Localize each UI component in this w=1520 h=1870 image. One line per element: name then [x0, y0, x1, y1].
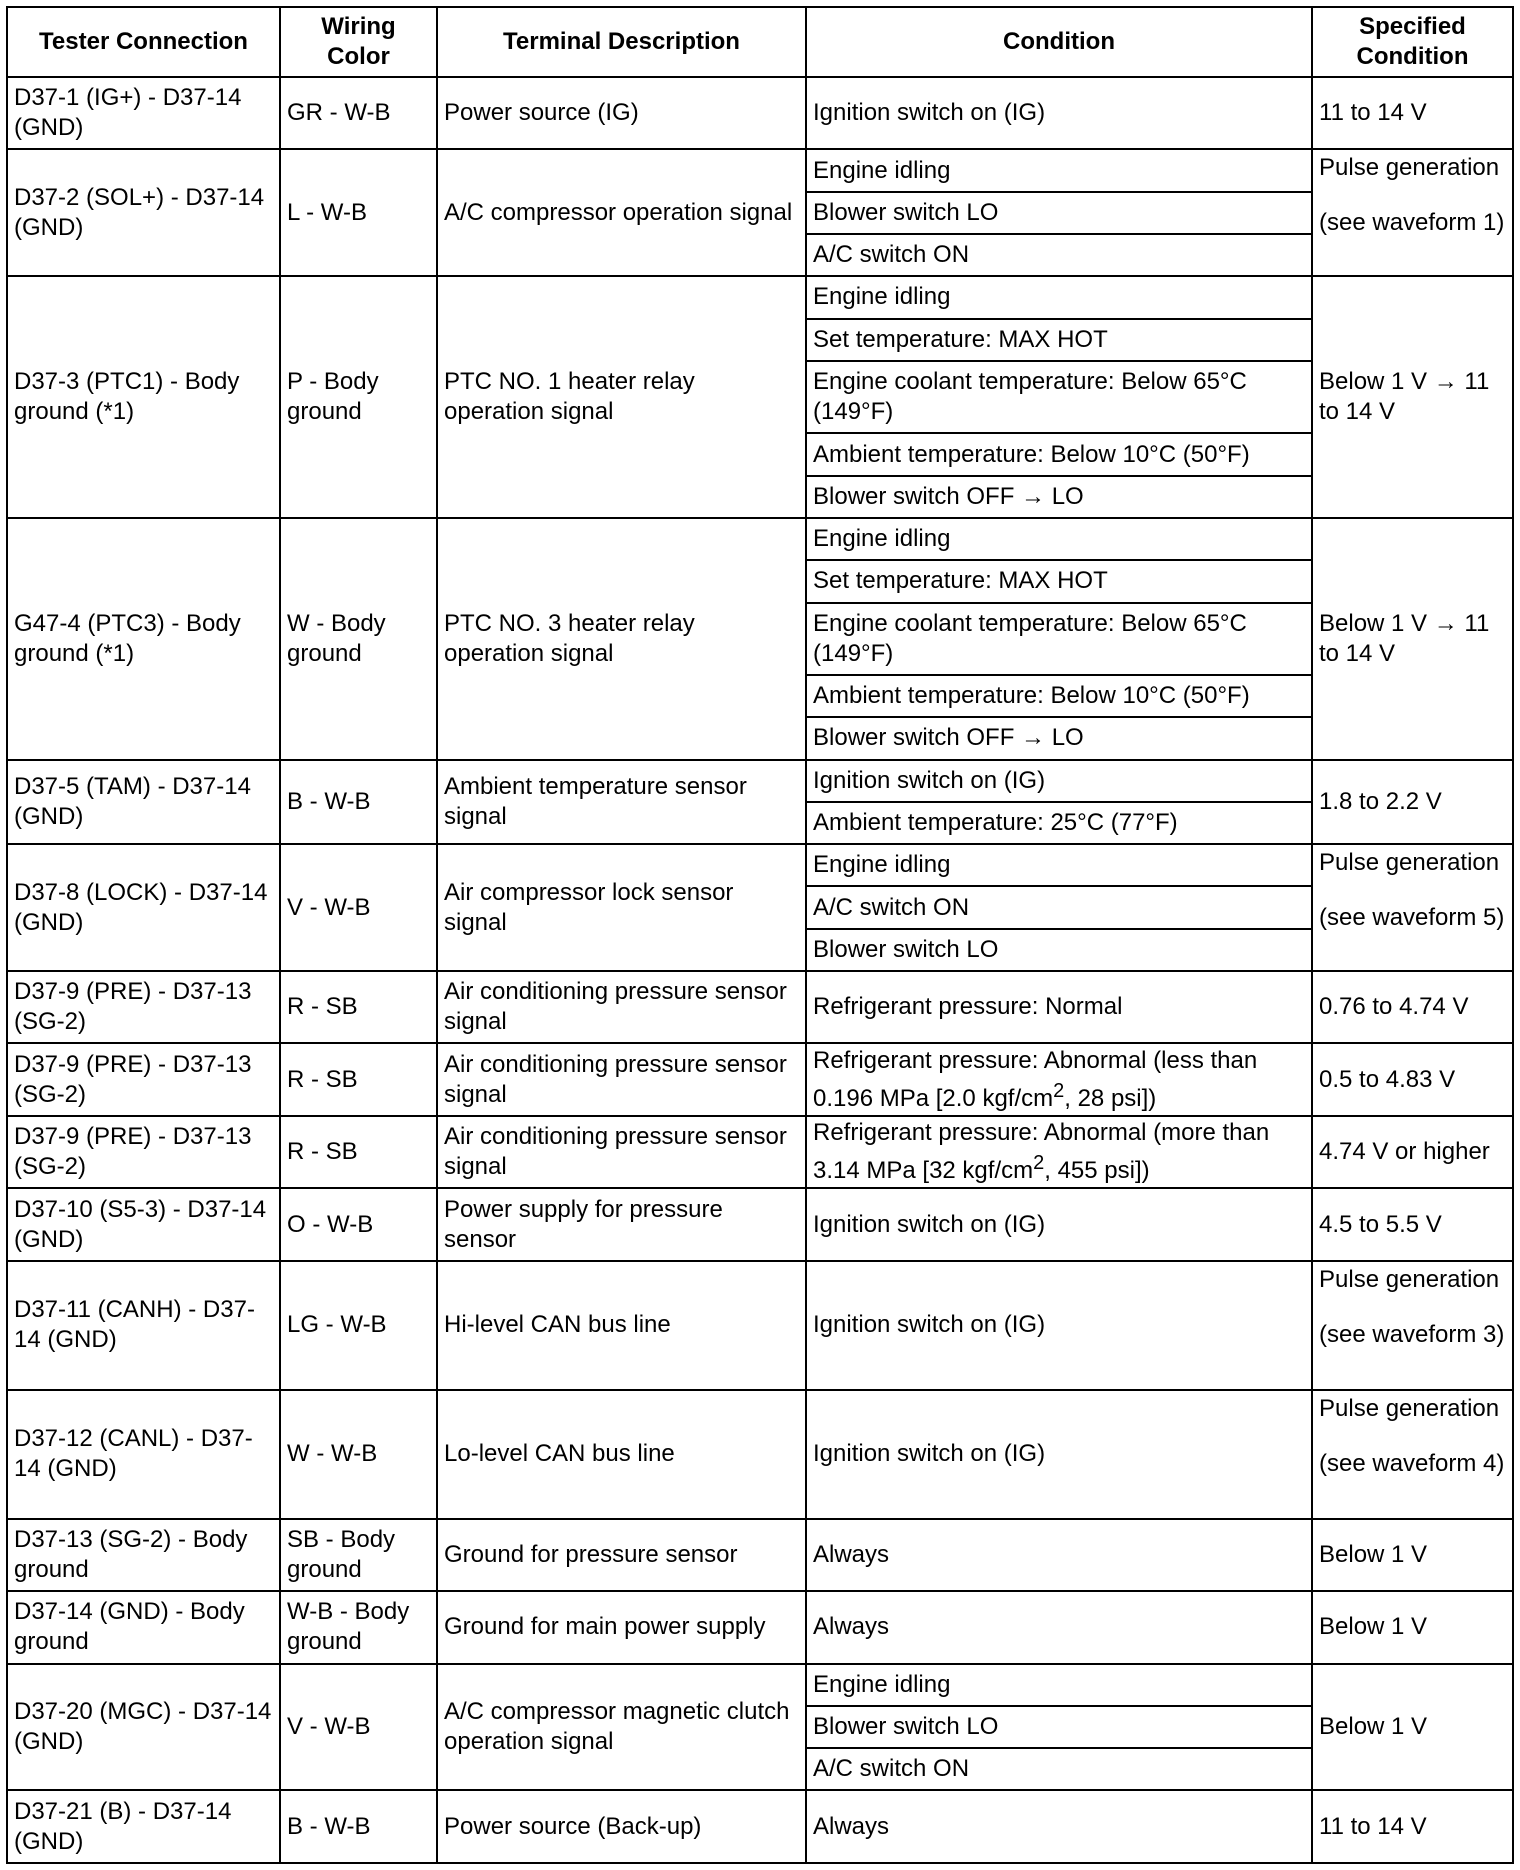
wiring-color-cell: V - W-B	[280, 844, 437, 971]
specified-condition-cell: Below 1 V	[1312, 1591, 1513, 1663]
specified-condition-cell: 0.76 to 4.74 V	[1312, 971, 1513, 1043]
condition-cell: Ambient temperature: 25°C (77°F)	[806, 802, 1312, 844]
condition-cell: Set temperature: MAX HOT	[806, 560, 1312, 602]
tester-connection-cell: D37-5 (TAM) - D37-14 (GND)	[7, 760, 280, 845]
condition-cell: Ignition switch on (IG)	[806, 77, 1312, 149]
wiring-color-cell: P - Body ground	[280, 276, 437, 518]
spec-waveform-line: (see waveform 1)	[1319, 209, 1505, 237]
wiring-color-cell: R - SB	[280, 1043, 437, 1115]
wiring-color-cell: LG - W-B	[280, 1261, 437, 1390]
table-row	[7, 1664, 1513, 1706]
wiring-color-cell: O - W-B	[280, 1188, 437, 1260]
tester-connection-cell: D37-21 (B) - D37-14 (GND)	[7, 1790, 280, 1863]
terminal-description-cell: Air conditioning pressure sensor signal	[437, 1116, 806, 1188]
spec-waveform-line: (see waveform 4)	[1319, 1449, 1505, 1477]
terminal-description-cell: Power supply for pressure sensor	[437, 1188, 806, 1260]
condition-cell: Engine idling	[806, 1664, 1312, 1706]
table-row	[7, 1591, 1513, 1663]
condition-cell: Always	[806, 1790, 1312, 1863]
terminal-description-cell: Air conditioning pressure sensor signal	[437, 971, 806, 1043]
condition-text: Refrigerant pressure: Abnormal (less than 0.196 MPa [2.0 kgf/cm	[813, 1046, 1258, 1112]
terminal-description-cell: PTC NO. 1 heater relay operation signal	[437, 276, 806, 518]
header-wiring-line2: Color	[327, 43, 390, 70]
condition-cell: Blower switch OFF → LO	[806, 717, 1312, 759]
spec-pulse-line: Pulse generation	[1319, 1265, 1500, 1293]
spec-waveform-line: (see waveform 5)	[1319, 904, 1505, 932]
header-specified-line1: Specified	[1359, 13, 1466, 40]
wiring-color-cell: B - W-B	[280, 760, 437, 845]
specified-condition-cell: Below 1 V → 11 to 14 V	[1312, 518, 1513, 760]
tester-connection-cell: D37-3 (PTC1) - Body ground (*1)	[7, 276, 280, 518]
wiring-color-cell: W-B - Body ground	[280, 1591, 437, 1663]
table-row	[7, 77, 1513, 149]
table-row	[7, 1261, 1513, 1390]
condition-cell: Engine idling	[806, 276, 1312, 318]
header-wiring-line1: Wiring	[321, 13, 396, 40]
condition-text-end: , 28 psi])	[1064, 1084, 1157, 1112]
table-row	[7, 1116, 1513, 1188]
condition-cell: Always	[806, 1591, 1312, 1663]
spec-pulse-line: Pulse generation	[1319, 154, 1500, 182]
tester-connection-cell: D37-1 (IG+) - D37-14 (GND)	[7, 77, 280, 149]
header-row	[7, 7, 1513, 77]
header-wiring-color	[280, 7, 437, 77]
condition-cell: Always	[806, 1519, 1312, 1591]
terminal-description-cell: A/C compressor magnetic clutch operation signal	[437, 1664, 806, 1791]
condition-cell: Engine idling	[806, 149, 1312, 191]
table-row	[7, 149, 1513, 191]
table-row	[7, 1188, 1513, 1260]
header-tester-connection: Tester Connection	[7, 7, 280, 77]
tester-connection-cell: G47-4 (PTC3) - Body ground (*1)	[7, 518, 280, 760]
specified-condition-cell: 4.74 V or higher	[1312, 1116, 1513, 1188]
terminal-description-cell: Power source (Back-up)	[437, 1790, 806, 1863]
terminal-description-cell: Ground for main power supply	[437, 1591, 806, 1663]
specified-condition-cell: 1.8 to 2.2 V	[1312, 760, 1513, 845]
condition-cell: Ignition switch on (IG)	[806, 1390, 1312, 1519]
table-row	[7, 971, 1513, 1043]
specified-condition-cell: Below 1 V → 11 to 14 V	[1312, 276, 1513, 518]
condition-cell: Blower switch LO	[806, 1706, 1312, 1748]
condition-cell: Blower switch LO	[806, 192, 1312, 234]
spec-pulse-line: Pulse generation	[1319, 1394, 1500, 1422]
condition-cell: Engine coolant temperature: Below 65°C (149°F)	[806, 603, 1312, 675]
condition-cell: Ignition switch on (IG)	[806, 1261, 1312, 1390]
terminal-description-cell: Lo-level CAN bus line	[437, 1390, 806, 1519]
header-terminal-description: Terminal Description	[437, 7, 806, 77]
specified-condition-cell: Below 1 V	[1312, 1664, 1513, 1791]
condition-cell: A/C switch ON	[806, 234, 1312, 276]
table-row	[7, 760, 1513, 802]
terminal-description-cell: Hi-level CAN bus line	[437, 1261, 806, 1390]
condition-text: Refrigerant pressure: Abnormal (more than 3.14 MPa [32 kgf/cm	[813, 1119, 1270, 1185]
condition-cell: Engine idling	[806, 518, 1312, 560]
table-row	[7, 1043, 1513, 1115]
header-condition: Condition	[806, 7, 1312, 77]
specified-condition-cell	[1312, 1261, 1513, 1390]
specified-condition-cell: 11 to 14 V	[1312, 1790, 1513, 1863]
terminal-description-cell: Ground for pressure sensor	[437, 1519, 806, 1591]
specified-condition-cell: 4.5 to 5.5 V	[1312, 1188, 1513, 1260]
tester-connection-cell: D37-14 (GND) - Body ground	[7, 1591, 280, 1663]
specified-condition-cell	[1312, 1390, 1513, 1519]
wiring-color-cell: GR - W-B	[280, 77, 437, 149]
tester-connection-cell: D37-12 (CANL) - D37-14 (GND)	[7, 1390, 280, 1519]
terminal-description-cell: Power source (IG)	[437, 77, 806, 149]
condition-cell: Ambient temperature: Below 10°C (50°F)	[806, 675, 1312, 717]
wiring-color-cell: R - SB	[280, 1116, 437, 1188]
condition-cell: A/C switch ON	[806, 886, 1312, 928]
superscript-2: 2	[1033, 1152, 1045, 1175]
spec-pulse-line: Pulse generation	[1319, 849, 1500, 877]
tester-connection-cell: D37-9 (PRE) - D37-13 (SG-2)	[7, 971, 280, 1043]
condition-cell	[806, 1116, 1312, 1188]
terminal-description-cell: Air conditioning pressure sensor signal	[437, 1043, 806, 1115]
condition-cell: Blower switch LO	[806, 929, 1312, 971]
terminal-description-cell: PTC NO. 3 heater relay operation signal	[437, 518, 806, 760]
tester-connection-cell: D37-13 (SG-2) - Body ground	[7, 1519, 280, 1591]
specified-condition-cell: 11 to 14 V	[1312, 77, 1513, 149]
tester-connection-cell: D37-9 (PRE) - D37-13 (SG-2)	[7, 1116, 280, 1188]
wiring-color-cell: W - Body ground	[280, 518, 437, 760]
terminal-description-cell: Air compressor lock sensor signal	[437, 844, 806, 971]
tester-connection-cell: D37-20 (MGC) - D37-14 (GND)	[7, 1664, 280, 1791]
condition-text-end: , 455 psi])	[1044, 1157, 1150, 1185]
condition-cell: Refrigerant pressure: Normal	[806, 971, 1312, 1043]
spec-waveform-line: (see waveform 3)	[1319, 1320, 1505, 1348]
condition-cell: A/C switch ON	[806, 1748, 1312, 1790]
specified-condition-cell	[1312, 149, 1513, 276]
condition-cell: Ignition switch on (IG)	[806, 1188, 1312, 1260]
wiring-color-cell: SB - Body ground	[280, 1519, 437, 1591]
condition-cell: Engine idling	[806, 844, 1312, 886]
table-row	[7, 1790, 1513, 1863]
specified-condition-cell: Below 1 V	[1312, 1519, 1513, 1591]
wiring-color-cell: L - W-B	[280, 149, 437, 276]
condition-cell: Set temperature: MAX HOT	[806, 319, 1312, 361]
specified-condition-cell: 0.5 to 4.83 V	[1312, 1043, 1513, 1115]
tester-connection-cell: D37-8 (LOCK) - D37-14 (GND)	[7, 844, 280, 971]
condition-cell: Engine coolant temperature: Below 65°C (149°F)	[806, 361, 1312, 433]
condition-cell: Ambient temperature: Below 10°C (50°F)	[806, 433, 1312, 475]
tester-connection-cell: D37-11 (CANH) - D37-14 (GND)	[7, 1261, 280, 1390]
wiring-color-cell: B - W-B	[280, 1790, 437, 1863]
condition-cell: Ignition switch on (IG)	[806, 760, 1312, 802]
terminal-description-cell: A/C compressor operation signal	[437, 149, 806, 276]
terminal-description-cell: Ambient temperature sensor signal	[437, 760, 806, 845]
table-row	[7, 844, 1513, 886]
table-row	[7, 276, 1513, 318]
tester-connection-cell: D37-2 (SOL+) - D37-14 (GND)	[7, 149, 280, 276]
table-row	[7, 1390, 1513, 1519]
condition-cell: Blower switch OFF → LO	[806, 476, 1312, 518]
header-specified-line2: Condition	[1356, 43, 1469, 70]
table-row	[7, 518, 1513, 560]
wiring-color-cell: V - W-B	[280, 1664, 437, 1791]
terminal-inspection-table	[6, 6, 1514, 1864]
tester-connection-cell: D37-9 (PRE) - D37-13 (SG-2)	[7, 1043, 280, 1115]
specified-condition-cell	[1312, 844, 1513, 971]
table-row	[7, 1519, 1513, 1591]
condition-cell	[806, 1043, 1312, 1115]
wiring-color-cell: R - SB	[280, 971, 437, 1043]
superscript-2: 2	[1053, 1079, 1065, 1102]
wiring-color-cell: W - W-B	[280, 1390, 437, 1519]
tester-connection-cell: D37-10 (S5-3) - D37-14 (GND)	[7, 1188, 280, 1260]
header-specified-condition	[1312, 7, 1513, 77]
